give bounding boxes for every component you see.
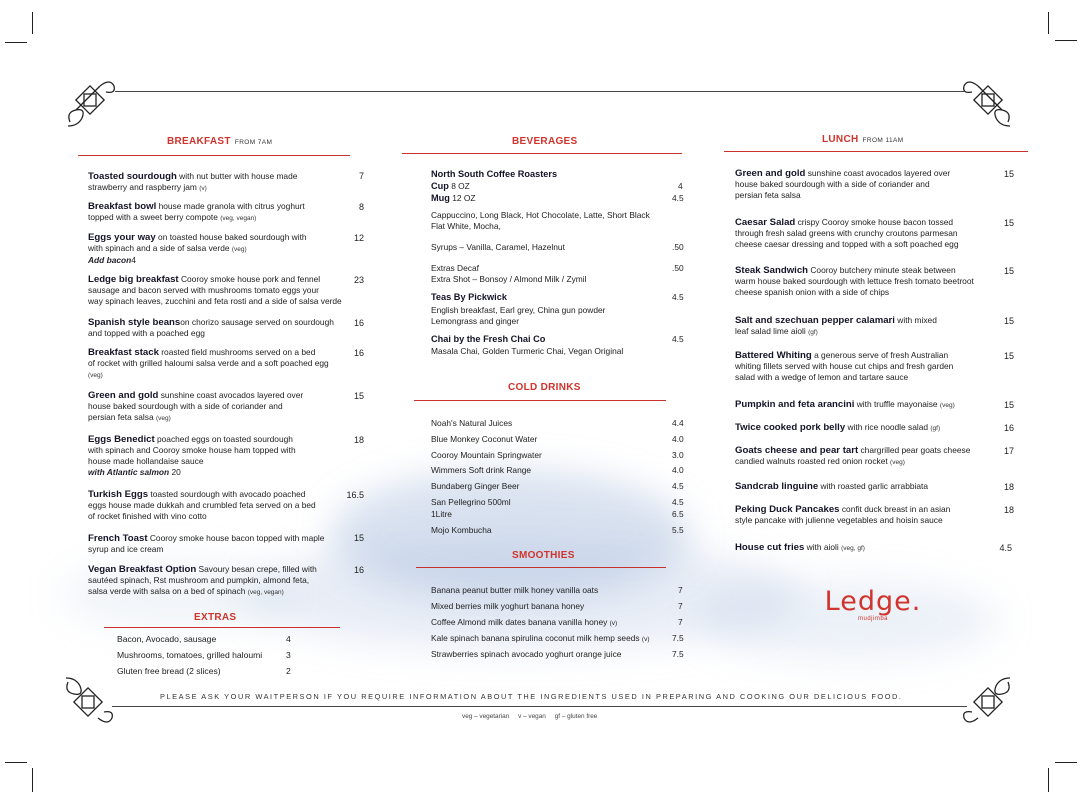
corner-ornament-icon [58, 672, 118, 732]
menu-item: Goats cheese and pear tart chargrilled pear goats cheese candied walnuts roasted red onion rocket (veg) [735, 445, 971, 466]
menu-item: Twice cooked pork belly with rice noodle salad (gf) [735, 422, 941, 433]
drink-price: 4.4 [672, 418, 684, 428]
item-price: 15 [353, 391, 364, 401]
top-rule [115, 91, 965, 92]
breakfast-heading: BREAKFAST FROM 7AM [167, 136, 273, 147]
menu-item: Eggs Benedict poached eggs on toasted sourdough with spinach and Cooroy smoke house ham topped with house made hollandaise sauce with Atlantic salmon 20 [88, 434, 296, 477]
drink-price: 4.0 [672, 465, 684, 475]
drink-item: San Pellegrino 500ml [431, 497, 511, 507]
corner-ornament-icon [60, 72, 120, 132]
smoothie-item: Banana peanut butter milk honey vanilla oats [431, 585, 599, 595]
menu-item: Battered Whiting a generous serve of fresh Australian whiting fillets served with house cut chips and fresh garden salad with a wedge of lemon and tartare sauce [735, 350, 954, 382]
smoothie-item: Coffee Almond milk dates banana vanilla honey (v) [431, 617, 618, 627]
drink-item: 1Litre [431, 509, 452, 519]
breakfast-rule [78, 155, 350, 156]
extras-price: 3 [286, 650, 291, 660]
smoothie-item: Strawberries spinach avocado yoghurt orange juice [431, 649, 622, 659]
item-price: 18 [353, 435, 364, 445]
beverages-heading: BEVERAGES [512, 136, 578, 147]
menu-item: Turkish Eggs toasted sourdough with avocado poached eggs house made dukkah and crumbled feta served on a bed of rocket finished with vino cotto [88, 489, 316, 521]
menu-item: Ledge big breakfast Cooroy smoke house pork and fennel sausage and bacon served with mushrooms tomato eggs your way spinach leaves, zucchini and feta rosti and a side of salsa verde [88, 274, 342, 306]
smoothie-price: 7 [678, 601, 683, 611]
syrups-row: Syrups – Vanilla, Caramel, Hazelnut [431, 242, 565, 252]
cold-drinks-rule [414, 400, 666, 401]
drink-item: Mojo Kombucha [431, 525, 492, 535]
teas-price: 4.5 [672, 292, 684, 302]
extras-item: Mushrooms, tomatoes, grilled haloumi [117, 650, 263, 660]
extras-decaf: Extras Decaf Extra Shot – Bonsoy / Almond Milk / Zymil [431, 263, 587, 284]
brand-logo [818, 588, 928, 622]
syrups-price: .50 [672, 242, 684, 252]
menu-item: French Toast Cooroy smoke house bacon topped with maple syrup and ice cream [88, 533, 325, 554]
drink-item: Blue Monkey Coconut Water [431, 434, 538, 444]
item-price: 15 [1003, 266, 1014, 276]
item-price: 15 [1003, 316, 1014, 326]
drink-item: Wimmers Soft drink Range [431, 465, 532, 475]
item-price: 16 [1003, 423, 1014, 433]
drink-item: Noah's Natural Juices [431, 418, 513, 428]
menu-item: Breakfast bowl house made granola with citrus yoghurt topped with a sweet berry compote (veg, vegan) [88, 201, 305, 222]
chai-price: 4.5 [672, 334, 684, 344]
item-price: 17 [1003, 446, 1014, 456]
coffee-styles: Cappuccino, Long Black, Hot Chocolate, Latte, Short Black Flat White, Mocha, [431, 210, 650, 231]
cup-price: 4 [678, 181, 683, 191]
extras-price: 2 [286, 666, 291, 676]
extras-price: 4 [286, 634, 291, 644]
drink-price: 3.0 [672, 450, 684, 460]
beverages-rule [402, 153, 682, 154]
corner-ornament-icon [958, 72, 1018, 132]
drink-price: 6.5 [672, 509, 684, 519]
item-price: 15 [353, 533, 364, 543]
smoothie-price: 7 [678, 585, 683, 595]
corner-ornament-icon [958, 672, 1018, 732]
cup-row: Cup 8 OZ [431, 181, 470, 191]
menu-item: Breakfast stack roasted field mushrooms served on a bed of rocket with grilled haloumi salsa verde and a soft poached egg (veg) [88, 347, 329, 379]
chai-heading: Chai by the Fresh Chai Co [431, 334, 546, 344]
smoothies-heading: SMOOTHIES [512, 550, 575, 561]
drink-item: Cooroy Mountain Springwater [431, 450, 542, 460]
menu-item: Salt and szechuan pepper calamari with mixed leaf salad lime aioli (gf) [735, 315, 937, 336]
smoothie-item: Mixed berries milk yoghurt banana honey [431, 601, 585, 611]
smoothie-item: Kale spinach banana spirulina coconut milk hemp seeds (v) [431, 633, 650, 643]
cold-drinks-heading: COLD DRINKS [508, 382, 581, 393]
lunch-heading: LUNCH FROM 11AM [822, 134, 904, 145]
menu-item: House cut fries with aioli (veg, gf) [735, 542, 865, 553]
drink-price: 5.5 [672, 525, 684, 535]
item-price: 4.5 [999, 543, 1012, 553]
item-price: 16 [353, 318, 364, 328]
mug-row: Mug 12 OZ [431, 193, 476, 203]
smoothie-price: 7 [678, 617, 683, 627]
menu-item: Eggs your way on toasted house baked sourdough with with spinach and a side of salsa verde (veg) Add bacon4 [88, 232, 307, 265]
mug-price: 4.5 [672, 193, 684, 203]
item-price: 8 [358, 202, 364, 212]
bottom-rule [112, 706, 967, 707]
item-price: 15 [1003, 218, 1014, 228]
smoothies-rule [416, 567, 666, 568]
item-price: 15 [1003, 400, 1014, 410]
teas-list: English breakfast, Earl grey, China gun powder Lemongrass and ginger [431, 305, 606, 326]
drink-price: 4.0 [672, 434, 684, 444]
smoothie-price: 7.5 [672, 633, 684, 643]
item-price: 18 [1003, 505, 1014, 515]
smoothie-price: 7.5 [672, 649, 684, 659]
menu-item: Vegan Breakfast Option Savoury besan crepe, filled with sautéed spinach, Rst mushroom and pumpkin, almond feta, salsa verde with salsa on a bed of spinach (veg, vegan) [88, 564, 317, 596]
item-price: 15 [1003, 169, 1014, 179]
item-price: 18 [1003, 482, 1014, 492]
menu-item: Caesar Salad crispy Cooroy smoke house bacon tossed through fresh salad greens with crunchy croutons parmesan cheese caesar dressing and topped with a soft poached egg [735, 217, 959, 249]
chai-list: Masala Chai, Golden Turmeric Chai, Vegan Original [431, 346, 624, 356]
menu-item: Peking Duck Pancakes confit duck breast in an asian style pancake with julienne vegetables and hoisin sauce [735, 504, 951, 525]
menu-item: Toasted sourdough with nut butter with house made strawberry and raspberry jam (v) [88, 171, 298, 192]
extras-heading: EXTRAS [194, 612, 237, 623]
drink-price: 4.5 [672, 481, 684, 491]
menu-item: Sandcrab linguine with roasted garlic arrabbiata [735, 481, 929, 492]
extras-rule [104, 627, 340, 628]
teas-heading: Teas By Pickwick [431, 292, 507, 302]
menu-item: Steak Sandwich Cooroy butchery minute steak between warm house baked sourdough with lettuce fresh tomato beetroot cheese spanish onion with a side of chips [735, 265, 974, 297]
extras-item: Gluten free bread (2 slices) [117, 666, 221, 676]
item-price: 16 [353, 348, 364, 358]
coffee-heading: North South Coffee Roasters [431, 169, 558, 179]
item-price: 23 [353, 275, 364, 285]
menu-item: Green and gold sunshine coast avocados layered over house baked sourdough with a side of coriander and persian feta salsa (veg) [88, 390, 304, 422]
item-price: 7 [358, 171, 364, 181]
extras-coffee-price: .50 [672, 263, 684, 273]
item-price: 16 [353, 565, 364, 575]
extras-item: Bacon, Avocado, sausage [117, 634, 217, 644]
drink-item: Bundaberg Ginger Beer [431, 481, 520, 491]
menu-item: Pumpkin and feta arancini with truffle mayonaise (veg) [735, 399, 955, 410]
menu-item: Green and gold sunshine coast avocados layered over house baked sourdough with a side of coriander and persian feta salsa [735, 168, 951, 200]
diet-legend: veg – vegetarian v – vegan gf – gluten free [462, 713, 598, 720]
allergen-notice: PLEASE ASK YOUR WAITPERSON IF YOU REQUIRE INFORMATION ABOUT THE INGREDIENTS USED IN PREPARING AND COOKING OUR DELICIOUS FOOD. [160, 692, 903, 701]
item-price: 16.5 [346, 490, 364, 500]
item-price: 15 [1003, 351, 1014, 361]
lunch-rule [724, 151, 1028, 152]
item-price: 12 [353, 233, 364, 243]
brand-tagline: mudjimba [857, 616, 888, 622]
menu-item: Spanish style beanson chorizo sausage served on sourdough and topped with a poached egg [88, 317, 334, 338]
drink-price: 4.5 [672, 497, 684, 507]
brand-name: Ledge. [824, 586, 922, 617]
